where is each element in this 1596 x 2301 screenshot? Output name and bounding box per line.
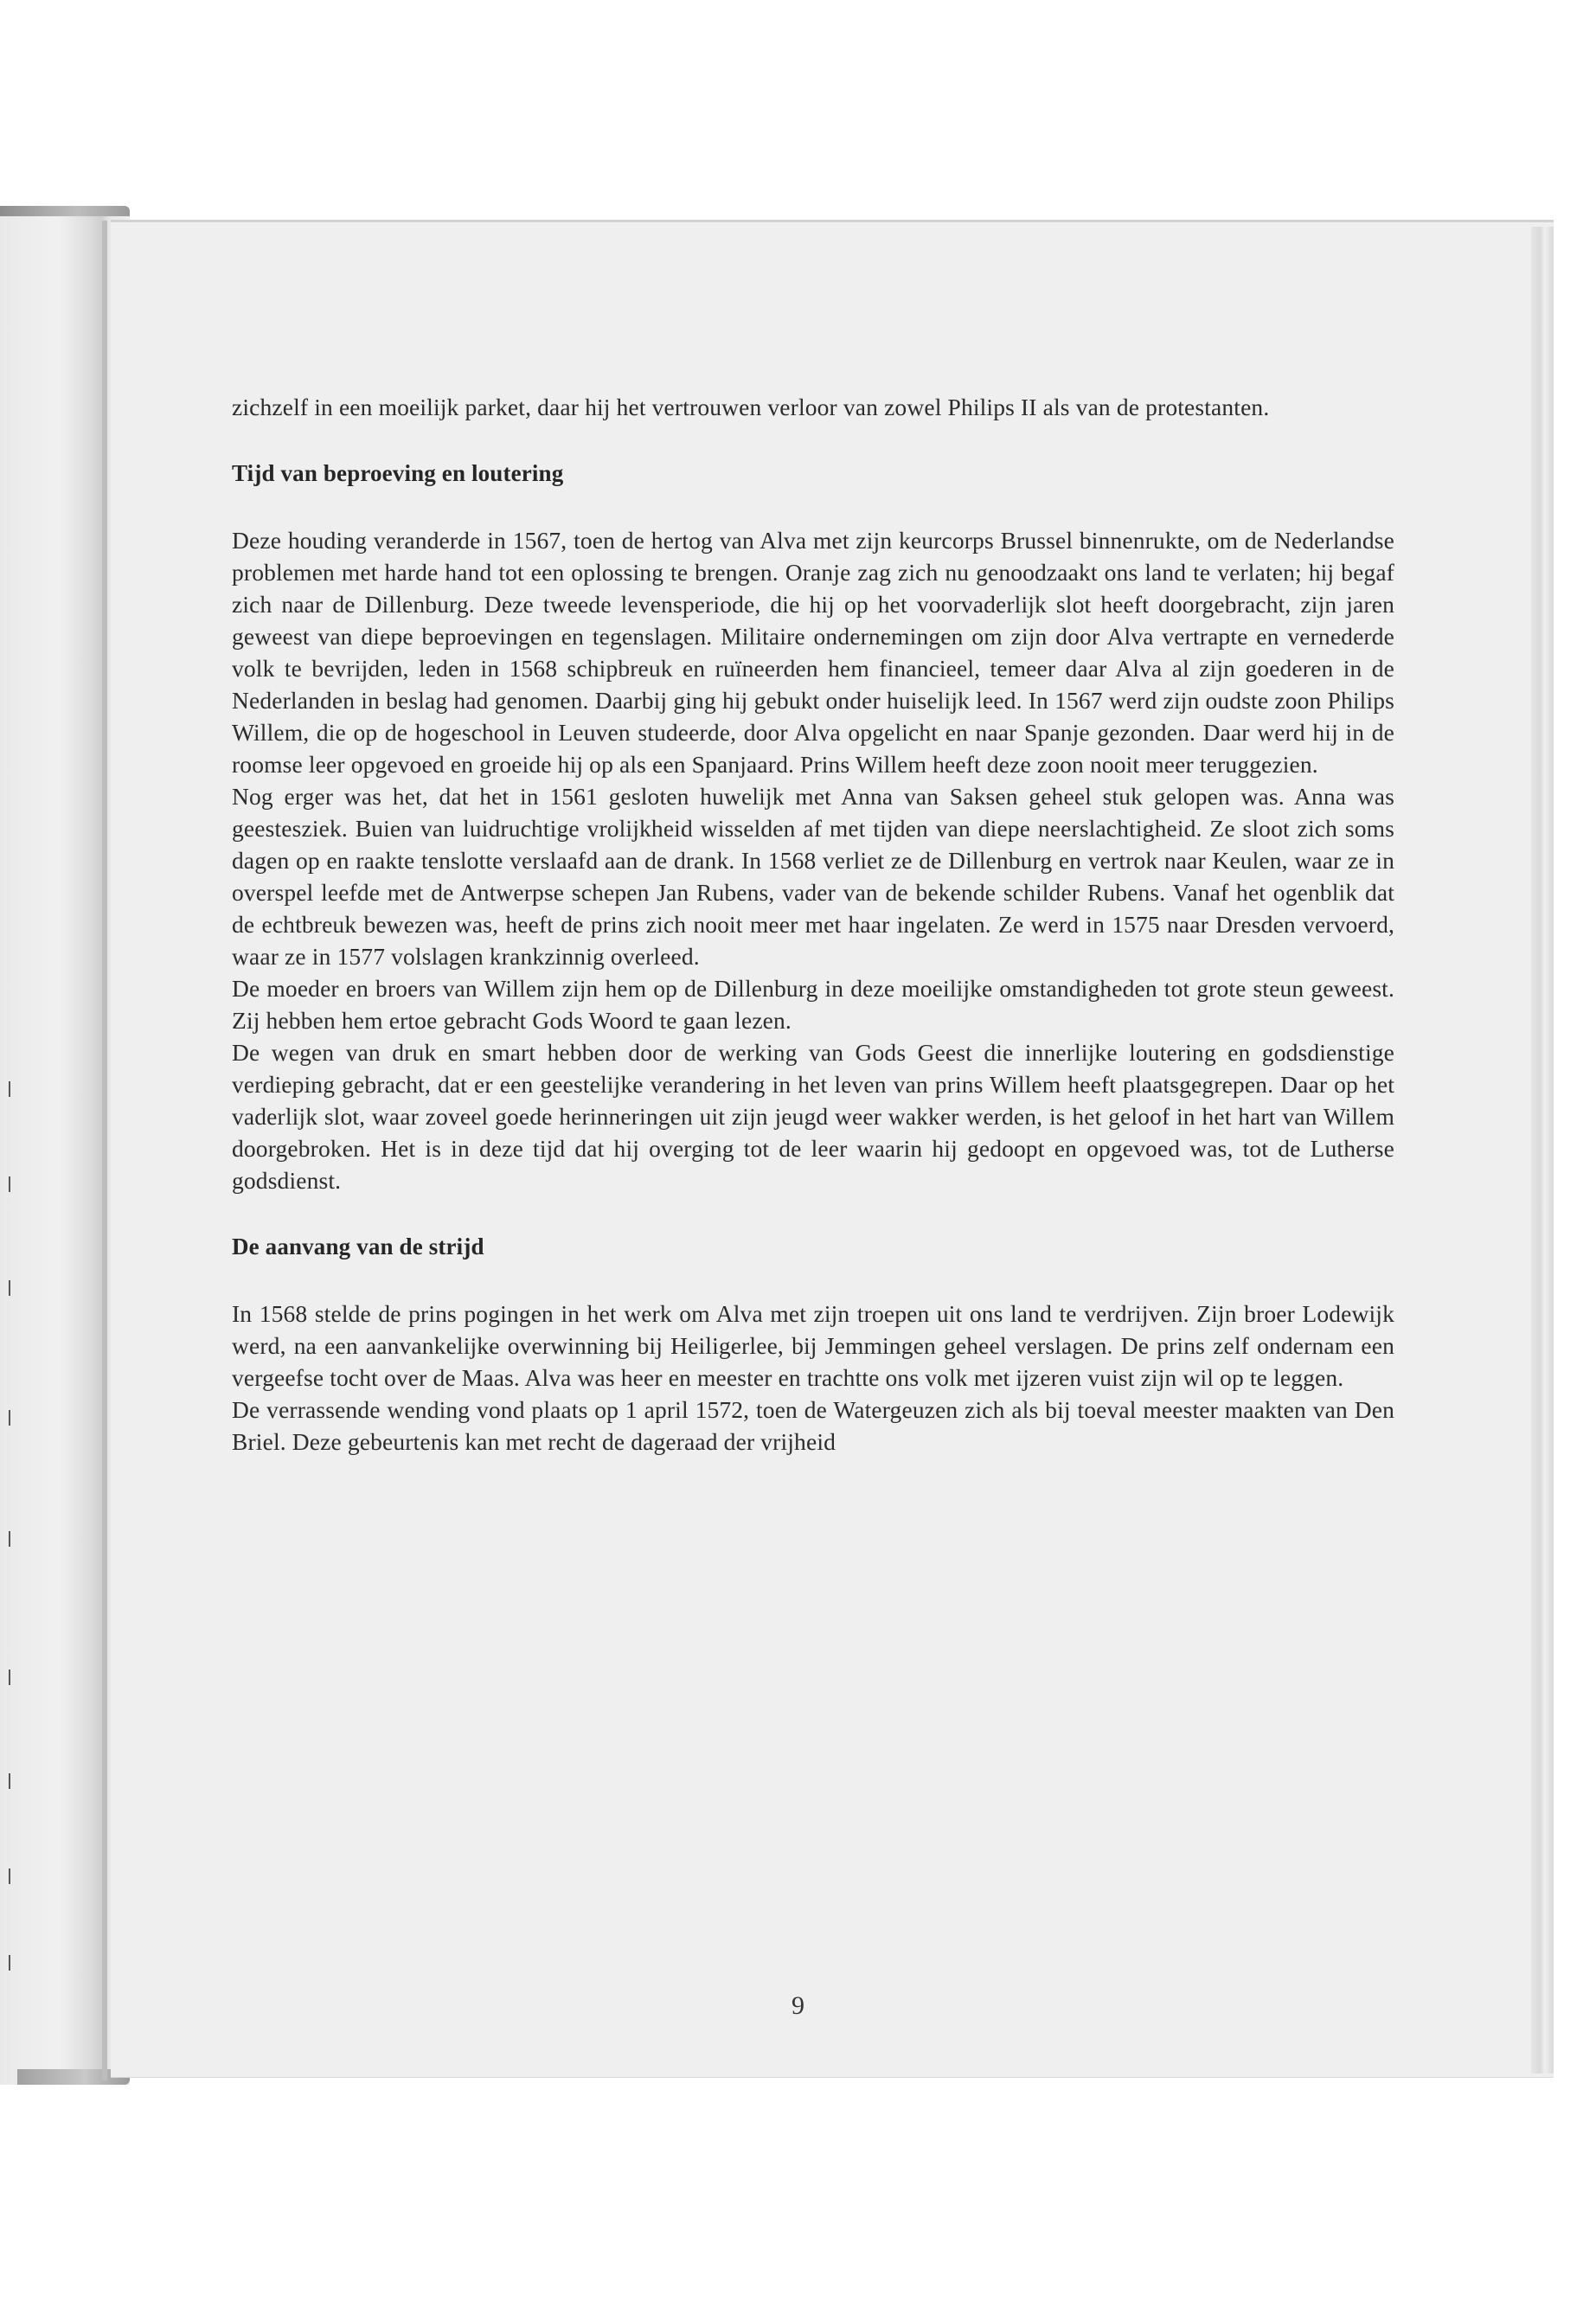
paragraph: De moeder en broers van Willem zijn hem op de Dillenburg in deze moeilijke omstandigheden tot grote steun geweest. Zij hebben hem ertoe gebracht Gods Woord te gaan lezen. [232, 975, 1394, 1034]
page-number: 9 [792, 1991, 804, 2020]
paragraph: Nog erger was het, dat het in 1561 gesloten huwelijk met Anna van Saksen geheel stuk gelopen was. Anna was geestesziek. Buien van luidruchtige vrolijkheid wisselden af met tijden van diepe neerslachtigheid. Ze sloot zich soms dagen op en raakte tenslotte verslaafd aan de drank. In 1568 verliet ze de Dillenburg en vertrok naar Keulen, waar ze in overspel leefde met de Antwerpse schepen Jan Rubens, vader van de bekende schilder Rubens. Vanaf het ogenblik dat de echtbreuk bewezen was, heeft de prins zich nooit meer met haar ingelaten. Ze werd in 1575 naar Dresden vervoerd, waar ze in 1577 volslagen krankzinnig overleed. [232, 783, 1394, 970]
paragraph: De wegen van druk en smart hebben door de werking van Gods Geest die innerlijke loutering en godsdienstige verdieping gebracht, dat er een geestelijke verandering in het leven van prins Willem heeft plaatsgegrepen. Daar op het vaderlijk slot, waar zoveel goede herinneringen uit zijn jeugd weer wakker werden, is het geloof in het hart van Willem doorgebroken. Het is in deze tijd dat hij overging tot de leer waarin hij gedoopt en opgevoed was, tot de Lutherse godsdienst. [232, 1039, 1394, 1194]
page-right-edge [1531, 227, 1554, 2073]
paragraph: De verrassende wending vond plaats op 1 april 1572, toen de Watergeuzen zich als bij toeval meester maakten van Den Briel. Deze gebeurtenis kan met recht de dageraad der vrijheid [232, 1396, 1394, 1455]
margin-marks [9, 1081, 14, 1981]
book-spine-edge [102, 221, 107, 2080]
paragraph: In 1568 stelde de prins pogingen in het werk om Alva met zijn troepen uit ons land te verdrijven. Zijn broer Lodewijk werd, na een aanvankelijke overwinning bij Heiligerlee, bij Jemmingen geheel verslagen. De prins zelf ondernam een vergeefse tocht over de Maas. Alva was heer en meester en trachtte ons volk met ijzeren vuist zijn wil op te leggen. [232, 1300, 1394, 1391]
paragraph: Deze houding veranderde in 1567, toen de hertog van Alva met zijn keurcorps Brussel binnenrukte, om de Nederlandse problemen met harde hand tot een oplossing te brengen. Oranje zag zich nu genoodzaakt ons land te verlaten; hij begaf zich naar de Dillenburg. Deze tweede levensperiode, die hij op het voorvaderlijk slot heeft doorgebracht, zijn jaren geweest van diepe beproevingen en tegenslagen. Militaire ondernemingen om zijn door Alva vertrapte en vernederde volk te bevrijden, leden in 1568 schipbreuk en ruïneerden hem financieel, temeer daar Alva al zijn goederen in de Nederlanden in beslag had genomen. Daarbij ging hij gebukt onder huiselijk leed. In 1567 werd zijn oudste zoon Philips Willem, die op de hogeschool in Leuven studeerde, door Alva opgelicht en naar Spanje gezonden. Daar werd hij in de roomse leer opgevoed en groeide hij op als een Spanjaard. Prins Willem heeft deze zoon nooit meer teruggezien. [232, 527, 1394, 778]
section-heading-aanvang: De aanvang van de strijd [232, 1234, 484, 1259]
page-text [232, 391, 1394, 1458]
opening-paragraph: zichzelf in een moeilijk parket, daar hij het vertrouwen verloor van zowel Philips II als van de protestanten. [232, 394, 1270, 420]
page-top-edge [111, 220, 1554, 222]
section-heading-beproeving: Tijd van beproeving en loutering [232, 460, 564, 486]
